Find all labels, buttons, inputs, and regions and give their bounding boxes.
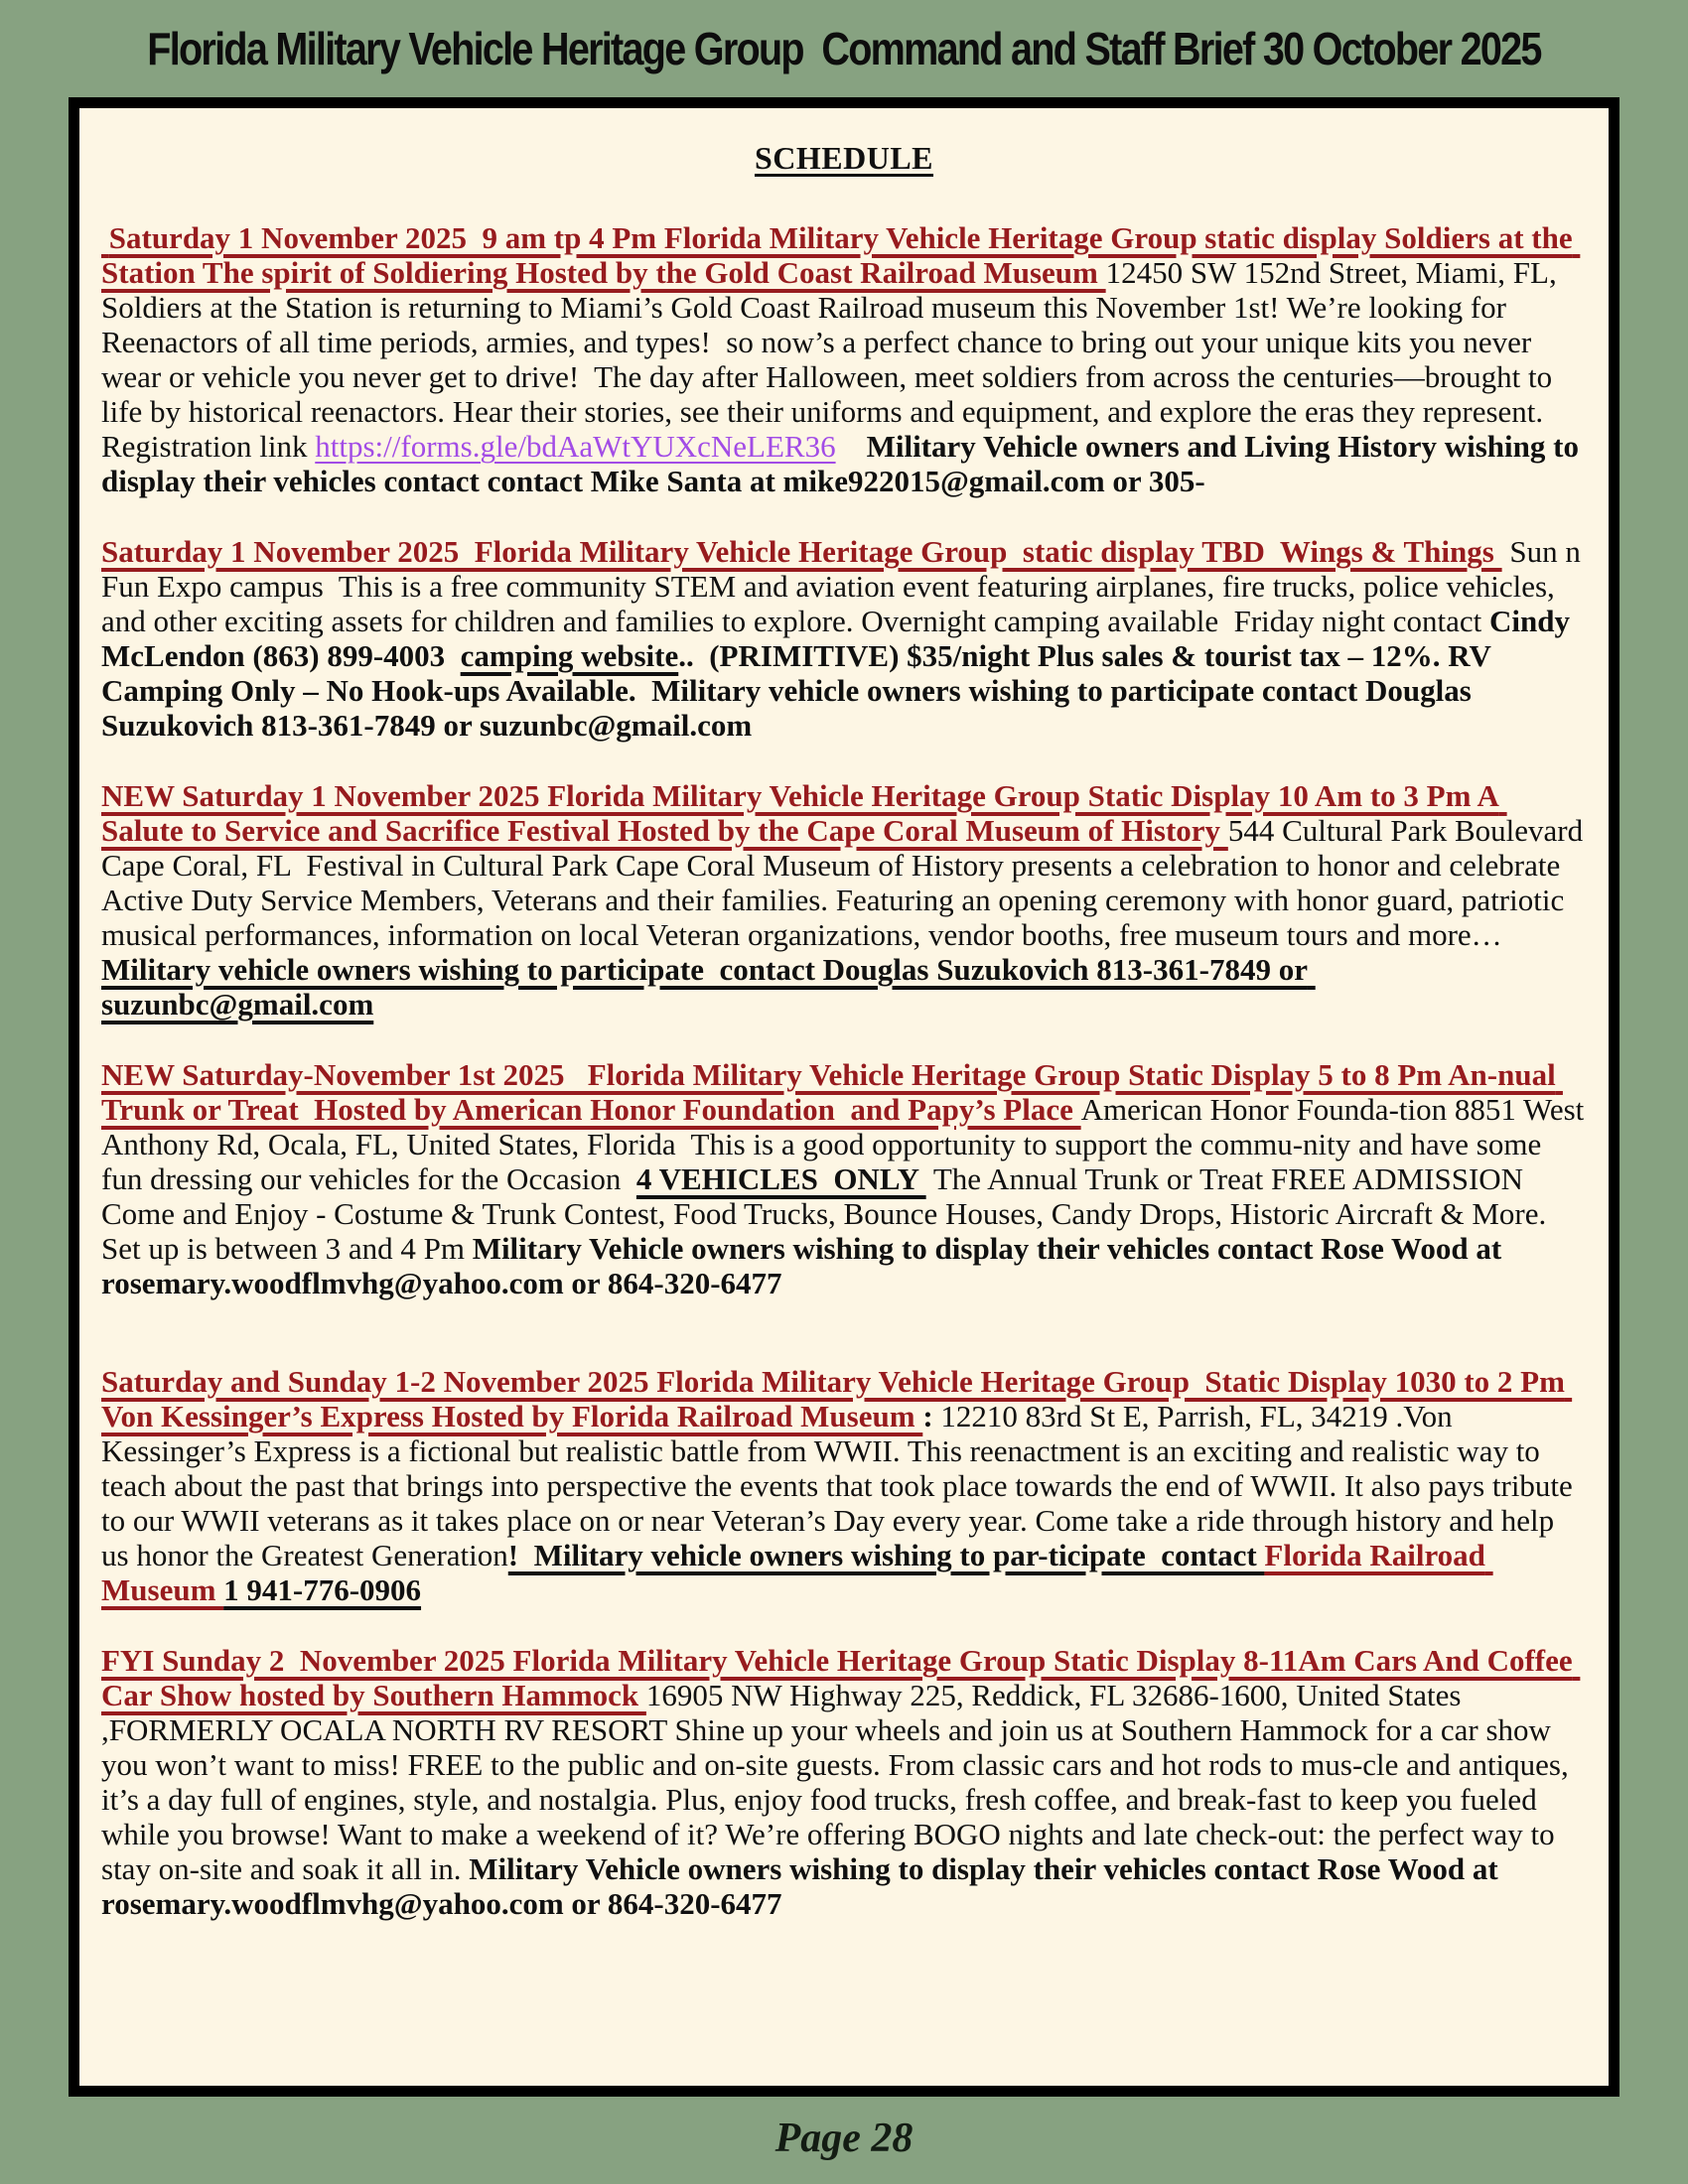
- text-segment: Military Vehicle owners wishing to display their vehicles contact Rose Wood at rosemary.woodflmvhg@yahoo.com or 864-320-6477: [101, 1231, 1509, 1300]
- schedule-paragraph: [101, 1643, 1587, 1921]
- text-segment: 12450 SW 152nd Street, Miami, FL, Soldiers at the Station is returning to Miami’s Gold Coast Railroad museum this November 1st! We’re looking for Reenactors of all time periods, armies, and types! so now’s a perfect chance to bring out your unique kits you never wear or vehicle you never get to drive! The day after Halloween, meet soldiers from across the centuries—brought to life by historical reenactors. Hear their stories, see their uniforms and equipment, and explore the eras they represent. Registration link: [101, 255, 1565, 464]
- text-segment: NEW Saturday-November 1st 2025 Florida Military Vehicle Heritage Group Static Display 5 to 8 Pm An-nual Trunk or Treat Hosted by American Honor Foundation and Papy’s Place: [101, 1057, 1563, 1127]
- schedule-paragraph: [101, 1057, 1591, 1300]
- text-segment: Military Vehicle owners and Living History wishing to display their vehicles contact contact Mike Santa at mike922015@gmail.com or 305-: [101, 429, 1587, 498]
- text-segment: Military Vehicle owners wishing to display their vehicles contact Rose Wood at rosemary.woodflmvhg@yahoo.com or 864-320-6477: [101, 1851, 1506, 1921]
- schedule-content-box: [69, 97, 1619, 2097]
- text-segment: Saturday 1 November 2025 Florida Military Vehicle Heritage Group static display TBD Wings & Things: [101, 534, 1502, 569]
- page-number: Page 28: [774, 2116, 914, 2161]
- text-segment: Saturday and Sunday 1-2 November 2025 Florida Military Vehicle Heritage Group Static Display 1030 to 2 Pm Von Kessinger’s Express Hosted by Florida Railroad Museum: [101, 1364, 1573, 1433]
- text-segment: Florida Railroad Museum: [101, 1538, 1493, 1607]
- schedule-paragraphs: [101, 220, 1591, 1921]
- text-segment: Cindy McLendon (863) 899-4003: [101, 604, 1578, 673]
- text-segment: 544 Cultural Park Boulevard Cape Coral, FL Festival in Cultural Park Cape Coral Museum of History presents a celebration to honor and celebrate Active Duty Service Members, Veterans and their families. Featuring an opening ceremony with honor guard, patriotic musical performances, information on local Veteran organizations, vendor booths, free museum tours and more…: [101, 813, 1591, 952]
- registration-link[interactable]: https://forms.gle/bdAaWtYUXcNeLER36: [315, 429, 836, 464]
- text-segment: :: [922, 1399, 941, 1433]
- page-title: Florida Military Vehicle Heritage Group Command and Staff Brief 30 October 2025: [147, 23, 1541, 74]
- schedule-paragraph: [101, 1364, 1587, 1607]
- text-segment: 16905 NW Highway 225, Reddick, FL 32686-1600, United States ,FORMERLY OCALA NORTH RV RESORT Shine up your wheels and join us at Southern Hammock for a car show you won’t want to miss! FREE to the public and on-site guests. From classic cars and hot rods to mus-cle and antiques, it’s a day full of engines, style, and nostalgia. Plus, enjoy food trucks, fresh coffee, and break-fast to keep you fueled while you browse! Want to make a weekend of it? We’re offering BOGO nights and late check-out: the perfect way to stay on-site and soak it all in.: [101, 1678, 1577, 1886]
- text-segment: .. (PRIMITIVE) $35/night Plus sales & tourist tax – 12%. RV Camping Only – No Hook-ups Available. Military vehicle owners wishing to participate contact Douglas Suzukovich 813-361-7849 or suzunbc@gmail.com: [101, 638, 1499, 743]
- text-segment: 4 VEHICLES ONLY: [635, 1161, 926, 1196]
- text-segment: camping website: [460, 638, 679, 673]
- schedule-paragraph: [101, 220, 1587, 498]
- text-segment: ! Military vehicle owners wishing to par-ticipate contact: [507, 1538, 1265, 1572]
- text-segment: 12210 83rd St E, Parrish, FL, 34219 .Von Kessinger’s Express is a fictional but realistic battle from WWII. This reenactment is an exciting and realistic way to teach about the past that brings into perspective the events that took place towards the end of WWII. It also pays tribute to our WWII veterans as it takes place on or near Veteran’s Day every year. Come take a ride through history and help us honor the Greatest Generation: [101, 1399, 1581, 1572]
- text-segment: The Annual Trunk or Treat FREE ADMISSION Come and Enjoy - Costume & Trunk Contest, Food Trucks, Bounce Houses, Candy Drops, Historic Aircraft & More. Set up is between 3 and 4 Pm: [101, 1161, 1562, 1266]
- text-segment: American Honor Founda-tion 8851 West Anthony Rd, Ocala, FL, United States, Florida This is a good opportunity to support the commu-nity and have some fun dressing our vehicles for the Occasion: [101, 1092, 1591, 1196]
- text-segment: NEW Saturday 1 November 2025 Florida Military Vehicle Heritage Group Static Display 10 Am to 3 Pm A Salute to Service and Sacrifice Festival Hosted by the Cape Coral Museum of History: [101, 778, 1507, 848]
- text-segment: Sun n Fun Expo campus This is a free community STEM and aviation event featuring airplanes, fire trucks, police vehicles, and other exciting assets for children and families to explore. Overnight camping available Friday night contact: [101, 534, 1589, 638]
- schedule-paragraph: [101, 778, 1591, 1022]
- text-segment: 1 941-776-0906: [223, 1572, 422, 1607]
- schedule-paragraph: [101, 534, 1587, 743]
- schedule-heading: SCHEDULE: [754, 140, 934, 176]
- text-segment: FYI Sunday 2 November 2025 Florida Military Vehicle Heritage Group Static Display 8-11Am Cars And Coffee Car Show hosted by Southern Hammock: [101, 1643, 1581, 1712]
- text-segment: Saturday 1 November 2025 9 am tp 4 Pm Florida Military Vehicle Heritage Group static display Soldiers at the Station The spirit of Soldiering Hosted by the Gold Coast Railroad Museum: [101, 220, 1581, 290]
- text-segment: Military vehicle owners wishing to participate contact Douglas Suzukovich 813-361-7849 or suzunbc@gmail.com: [101, 952, 1316, 1022]
